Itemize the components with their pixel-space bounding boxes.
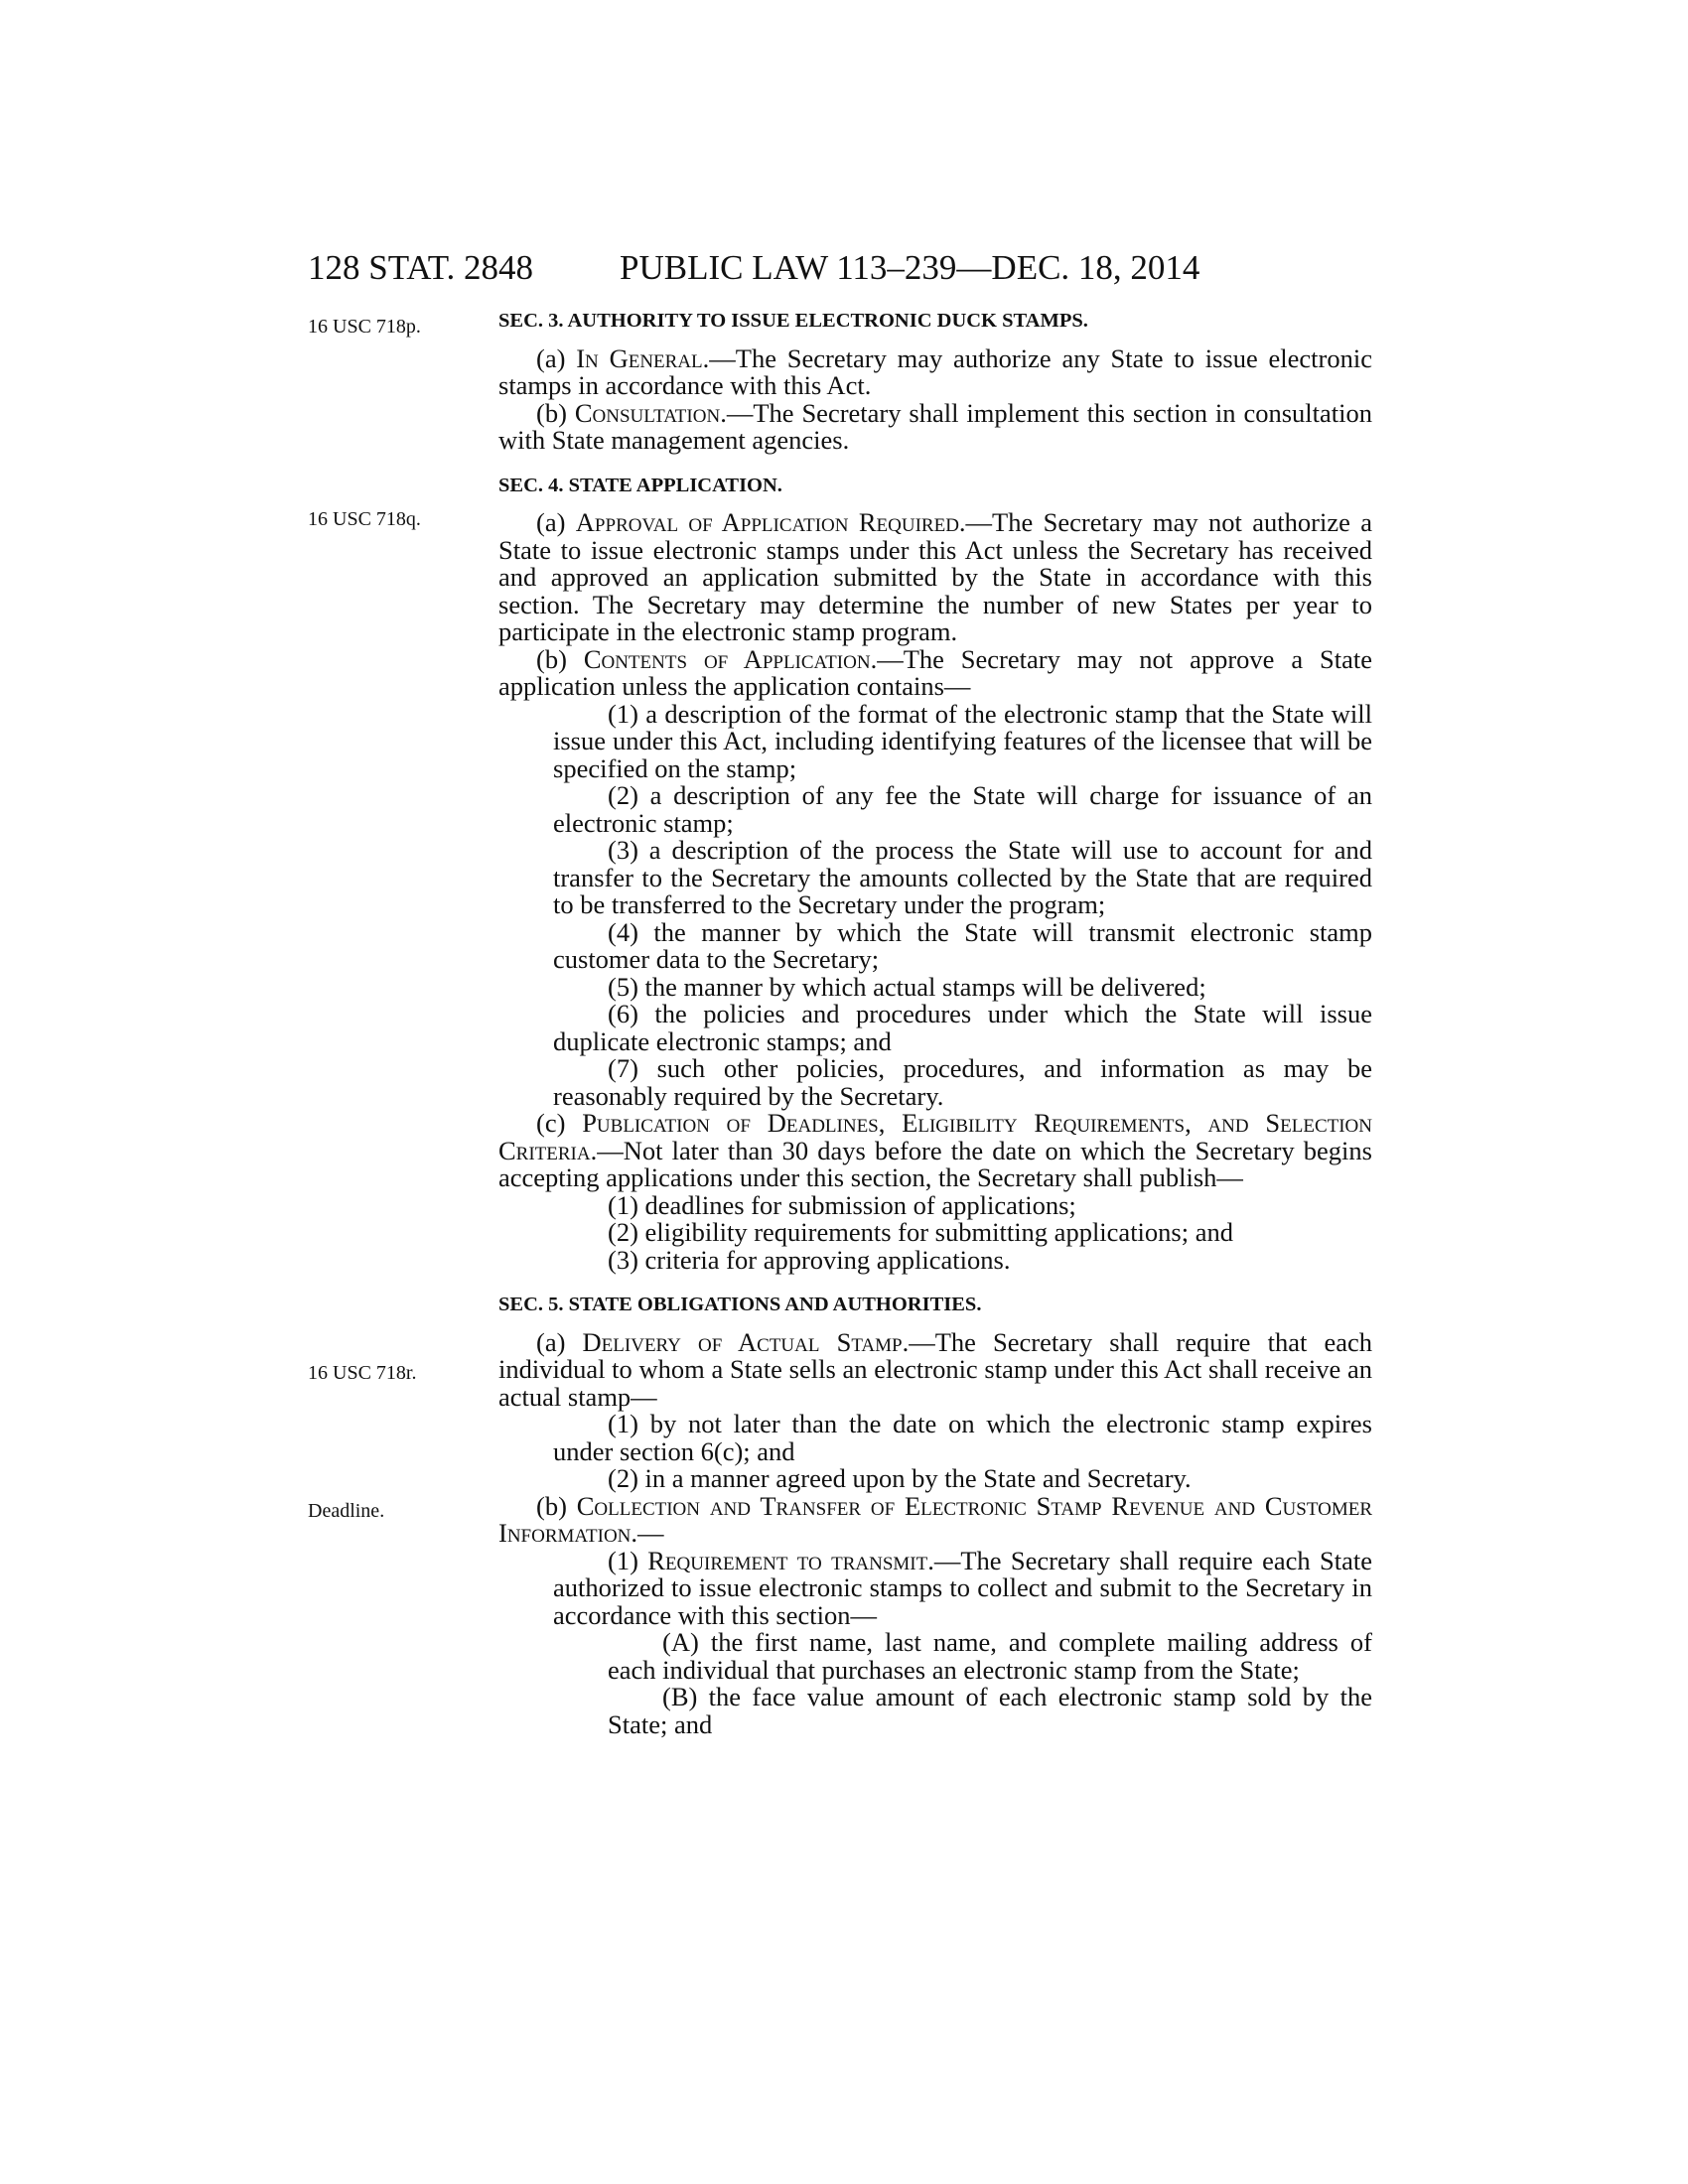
section-5-b-1-item: (A) the first name, last name, and complete mailing address of each individual that purchases an electronic stamp from the State; bbox=[608, 1627, 1372, 1685]
margin-note-sec3: 16 USC 718p. bbox=[308, 316, 421, 338]
section-4-b: (b) Contents of Application.—The Secretary may not approve a State application unless the application contains— bbox=[498, 643, 1372, 701]
section-4-b-item: (7) such other policies, procedures, and information as may be reasonably required by the Secretary. bbox=[553, 1053, 1372, 1111]
section-4-b-item: (5) the manner by which actual stamps will be delivered; bbox=[608, 971, 1206, 1002]
section-4-c-item: (3) criteria for approving applications. bbox=[608, 1244, 1011, 1275]
section-4-c: (c) Publication of Deadlines, Eligibility Requirements, and Selection Criteria.—Not later than 30 days before the date on which the Secretary begins accepting applications under this section, the Secretary shall publish— bbox=[498, 1108, 1372, 1192]
margin-note-sec4: 16 USC 718q. bbox=[308, 508, 421, 530]
section-5-heading: SEC. 5. STATE OBLIGATIONS AND AUTHORITIES. bbox=[498, 1294, 982, 1315]
section-4-b-item: (3) a description of the process the State will use to account for and transfer to the Secretary the amounts collected by the State that are required to be transferred to the Secretary under the program; bbox=[553, 835, 1372, 919]
section-4-a: (a) Approval of Application Required.—The Secretary may not authorize a State to issue electronic stamps under this Act unless the Secretary has received and approved an application submitted by the State in accordance with this section. The Secretary may determine the number of new States per year to participate in the electronic stamp program. bbox=[498, 507, 1372, 646]
section-5-b-1-item: (B) the face value amount of each electronic stamp sold by the State; and bbox=[608, 1682, 1372, 1739]
section-4-c-item: (2) eligibility requirements for submitting applications; and bbox=[608, 1217, 1233, 1247]
section-3-heading: SEC. 3. AUTHORITY TO ISSUE ELECTRONIC DUCK STAMPS. bbox=[498, 310, 1088, 332]
section-3-b: (b) Consultation.—The Secretary shall implement this section in consultation with State management agencies. bbox=[498, 397, 1372, 455]
section-5-a-item: (2) in a manner agreed upon by the State and Secretary. bbox=[608, 1463, 1192, 1493]
document-body bbox=[498, 308, 1372, 1738]
section-5-b: (b) Collection and Transfer of Electronic Stamp Revenue and Customer Information.— bbox=[498, 1490, 1372, 1548]
section-4-c-item: (1) deadlines for submission of applications; bbox=[608, 1189, 1076, 1220]
section-5-a-item: (1) by not later than the date on which the electronic stamp expires under section 6(c); and bbox=[553, 1409, 1372, 1466]
law-citation: PUBLIC LAW 113–239—DEC. 18, 2014 bbox=[620, 248, 1200, 287]
section-4-b-item: (1) a description of the format of the electronic stamp that the State will issue under this Act, including identifying features of the licensee that will be specified on the stamp; bbox=[553, 698, 1372, 783]
margin-note-deadline: Deadline. bbox=[308, 1500, 385, 1522]
section-3-a: (a) In General.—The Secretary may authorize any State to issue electronic stamps in accordance with this Act. bbox=[498, 342, 1372, 400]
section-4-b-item: (4) the manner by which the State will transmit electronic stamp customer data to the Secretary; bbox=[553, 916, 1372, 974]
section-4-b-item: (2) a description of any fee the State will charge for issuance of an electronic stamp; bbox=[553, 780, 1372, 838]
section-4-heading: SEC. 4. STATE APPLICATION. bbox=[498, 474, 782, 496]
section-5-a: (a) Delivery of Actual Stamp.—The Secretary shall require that each individual to whom a State sells an electronic stamp under this Act shall receive an actual stamp— bbox=[498, 1326, 1372, 1412]
margin-note-sec5: 16 USC 718r. bbox=[308, 1362, 417, 1384]
page-header bbox=[308, 248, 1370, 293]
page-reference: 128 STAT. 2848 bbox=[308, 248, 533, 287]
section-5-b-1: (1) Requirement to transmit.—The Secretary shall require each State authorized to issue electronic stamps to collect and submit to the Secretary in accordance with this section— bbox=[553, 1545, 1372, 1630]
section-4-b-item: (6) the policies and procedures under which the State will issue duplicate electronic stamps; and bbox=[553, 999, 1372, 1056]
